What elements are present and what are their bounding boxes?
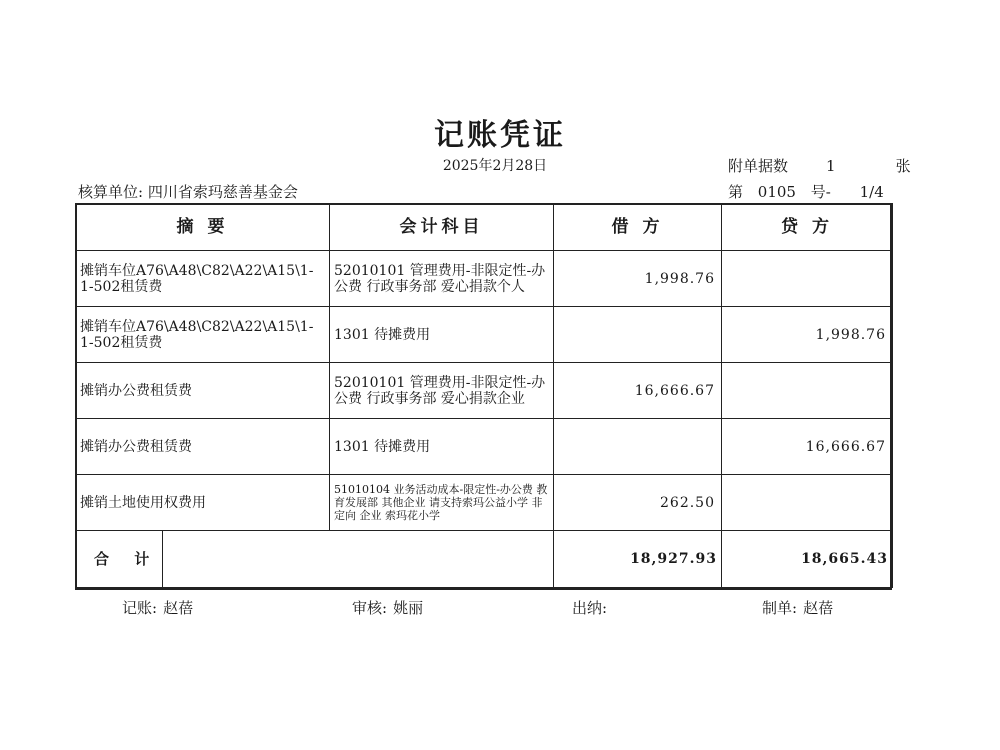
total-label: 合 计 [94, 549, 160, 568]
total-divider [162, 531, 163, 587]
row-summary: 摊销土地使用权费用 [76, 475, 330, 531]
voucher-title: 记账凭证 [434, 118, 566, 153]
table-row [76, 307, 893, 363]
cashier-label: 出纳: [572, 599, 608, 617]
table-row [76, 251, 893, 307]
row-account: 1301 待摊费用 [330, 307, 554, 363]
bookkeeper-name: 赵蓓 [163, 599, 194, 617]
row-account: 52010101 管理费用-非限定性-办公费 行政事务部 爱心捐款企业 [330, 363, 554, 419]
signature-auditor [346, 597, 423, 618]
row-account: 1301 待摊费用 [330, 419, 554, 475]
total-credit: 18,665.43 [722, 531, 893, 588]
table-row [76, 475, 893, 531]
row-account: 51010104 业务活动成本-限定性-办公费 教育发展部 其他企业 请支持索玛公益小学 非定向 企业 索玛花小学 [330, 475, 554, 531]
row-credit: 1,998.76 [722, 307, 893, 363]
header-account: 会计科目 [330, 204, 554, 251]
voucher-page-number: 1/4 [859, 183, 884, 201]
entries-table [75, 203, 893, 588]
bookkeeper-label: 记账: [122, 599, 158, 617]
voucher-number-prefix: 第 [728, 183, 744, 201]
row-summary: 摊销办公费租赁费 [76, 363, 330, 419]
row-credit [722, 363, 893, 419]
signature-cashier [566, 597, 613, 618]
table-row [76, 419, 893, 475]
row-debit: 1,998.76 [554, 251, 722, 307]
header-debit: 借 方 [554, 204, 722, 251]
row-debit: 16,666.67 [554, 363, 722, 419]
voucher-number-suffix: 号- [810, 183, 831, 201]
voucher-number [728, 181, 884, 202]
header-summary: 摘 要 [76, 204, 330, 251]
table-header-row [76, 204, 893, 251]
preparer-label: 制单: [762, 599, 798, 617]
total-debit: 18,927.93 [554, 531, 722, 588]
signature-bookkeeper [116, 597, 193, 618]
header-credit: 贷 方 [722, 204, 893, 251]
accounting-unit [78, 181, 298, 202]
row-debit [554, 419, 722, 475]
row-credit [722, 475, 893, 531]
accounting-unit-name: 四川省索玛慈善基金会 [147, 183, 298, 201]
row-debit: 262.50 [554, 475, 722, 531]
table-row [76, 363, 893, 419]
row-debit [554, 307, 722, 363]
row-summary: 摊销办公费租赁费 [76, 419, 330, 475]
row-account: 52010101 管理费用-非限定性-办公费 行政事务部 爱心捐款个人 [330, 251, 554, 307]
accounting-unit-label: 核算单位: [78, 183, 144, 201]
signature-preparer [756, 597, 833, 618]
row-summary: 摊销车位A76\A48\C82\A22\A15\1-1-502租赁费 [76, 307, 330, 363]
row-credit: 16,666.67 [722, 419, 893, 475]
auditor-label: 审核: [352, 599, 388, 617]
preparer-name: 赵蓓 [803, 599, 834, 617]
attachments-count: 1 [826, 157, 836, 175]
total-row [76, 531, 893, 588]
attachments-info [728, 155, 911, 176]
auditor-name: 姚丽 [393, 599, 424, 617]
attachments-unit: 张 [895, 157, 911, 175]
row-credit [722, 251, 893, 307]
voucher-date: 2025年2月28日 [442, 158, 548, 174]
total-label-cell [76, 531, 554, 588]
row-summary: 摊销车位A76\A48\C82\A22\A15\1-1-502租赁费 [76, 251, 330, 307]
voucher-number-value: 0105 [757, 183, 796, 201]
attachments-label: 附单据数 [728, 157, 789, 175]
